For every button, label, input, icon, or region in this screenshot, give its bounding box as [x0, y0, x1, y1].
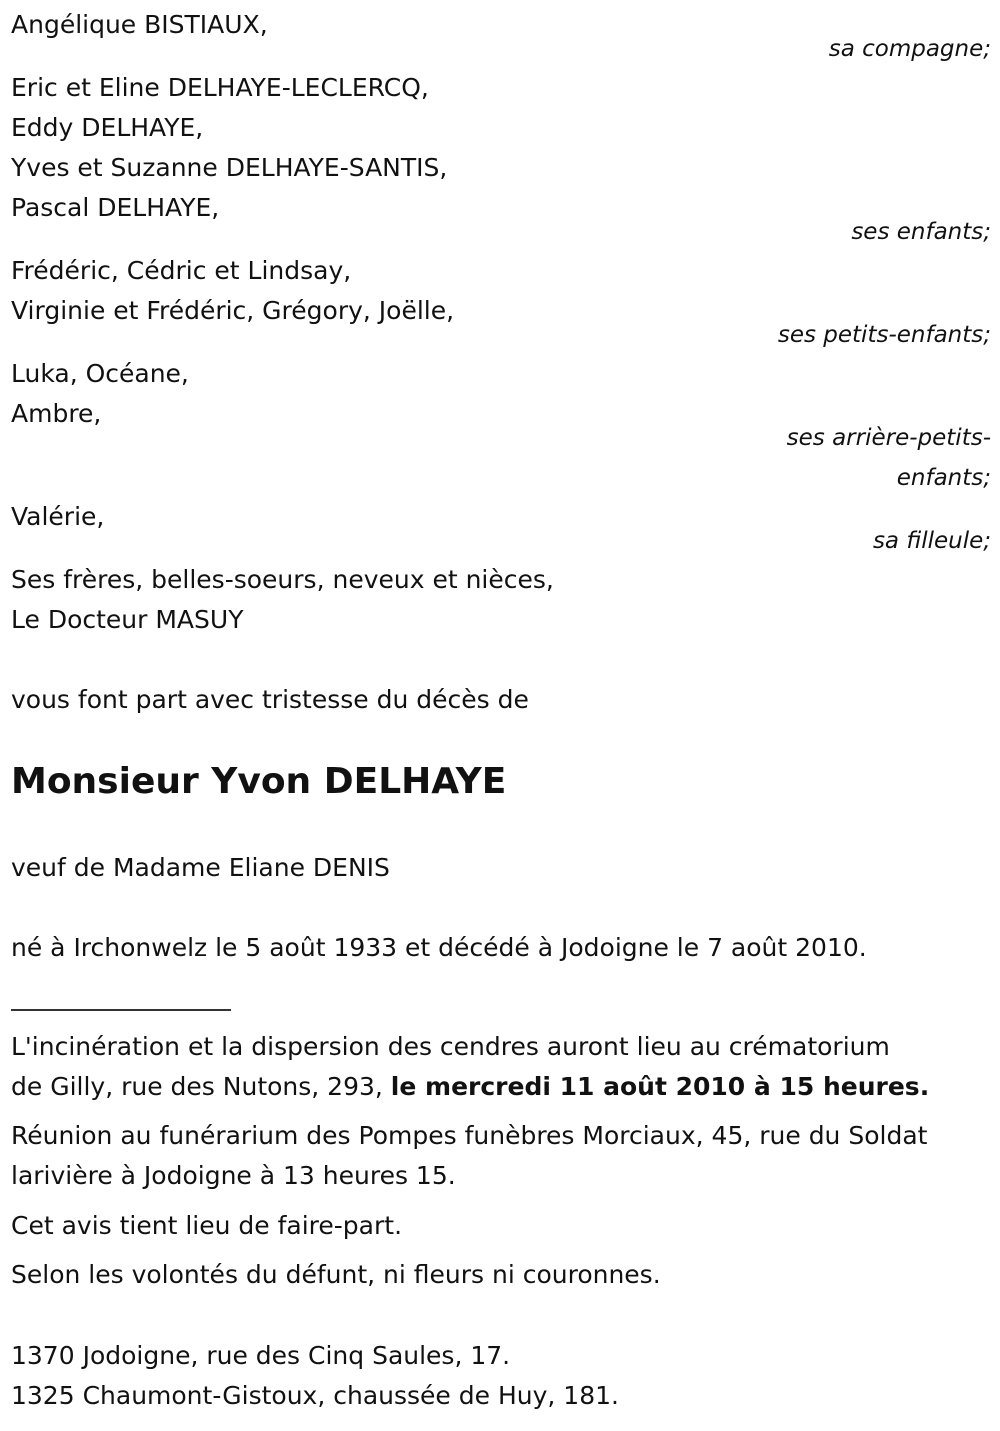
wishes-text: Selon les volontés du défunt, ni fleurs ni couronnes.: [11, 1260, 661, 1289]
meeting-text: larivière à Jodoigne à 13 heures 15.: [11, 1161, 456, 1190]
family-line: Valérie,: [11, 502, 105, 531]
relation-label: ses arrière-petits-: [786, 425, 991, 451]
ceremony-location: de Gilly, rue des Nutons, 293,: [11, 1072, 391, 1101]
family-line: Ambre,: [11, 399, 102, 428]
relation-label: sa compagne;: [828, 36, 991, 62]
ceremony-text: L'incinération et la dispersion des cendres auront lieu au crématorium: [11, 1032, 890, 1061]
family-line: Angélique BISTIAUX,: [11, 10, 268, 39]
relation-label: enfants;: [896, 465, 991, 491]
ceremony-date: le mercredi 11 août 2010 à 15 heures.: [390, 1072, 930, 1101]
widower-text: veuf de Madame Eliane DENIS: [11, 853, 390, 882]
family-line: Virginie et Frédéric, Grégory, Joëlle,: [11, 296, 455, 325]
relation-label: sa filleule;: [872, 528, 991, 554]
meeting-text: Réunion au funérarium des Pompes funèbres Morciaux, 45, rue du Soldat: [11, 1121, 928, 1150]
address-line: 1370 Jodoigne, rue des Cinq Saules, 17.: [11, 1341, 511, 1370]
family-line: Eric et Eline DELHAYE-LECLERCQ,: [11, 73, 429, 102]
family-line: Luka, Océane,: [11, 359, 189, 388]
family-line: Yves et Suzanne DELHAYE-SANTIS,: [11, 153, 448, 182]
announcement-text: vous font part avec tristesse du décès de: [11, 685, 529, 714]
dates-text: né à Irchonwelz le 5 août 1933 et décédé à Jodoigne le 7 août 2010.: [11, 933, 867, 962]
relation-label: ses enfants;: [851, 219, 991, 245]
deceased-name: Monsieur Yvon DELHAYE: [11, 761, 507, 802]
ceremony-text: [11, 1072, 929, 1102]
separator-line: [11, 1009, 231, 1011]
family-line: Eddy DELHAYE,: [11, 113, 204, 142]
family-line: Le Docteur MASUY: [11, 605, 244, 634]
address-line: 1325 Chaumont-Gistoux, chaussée de Huy, 181.: [11, 1381, 619, 1410]
relation-label: ses petits-enfants;: [777, 322, 991, 348]
family-line: Pascal DELHAYE,: [11, 193, 220, 222]
notice-text: Cet avis tient lieu de faire-part.: [11, 1211, 403, 1240]
family-line: Frédéric, Cédric et Lindsay,: [11, 256, 352, 285]
family-line: Ses frères, belles-soeurs, neveux et nièces,: [11, 565, 554, 594]
